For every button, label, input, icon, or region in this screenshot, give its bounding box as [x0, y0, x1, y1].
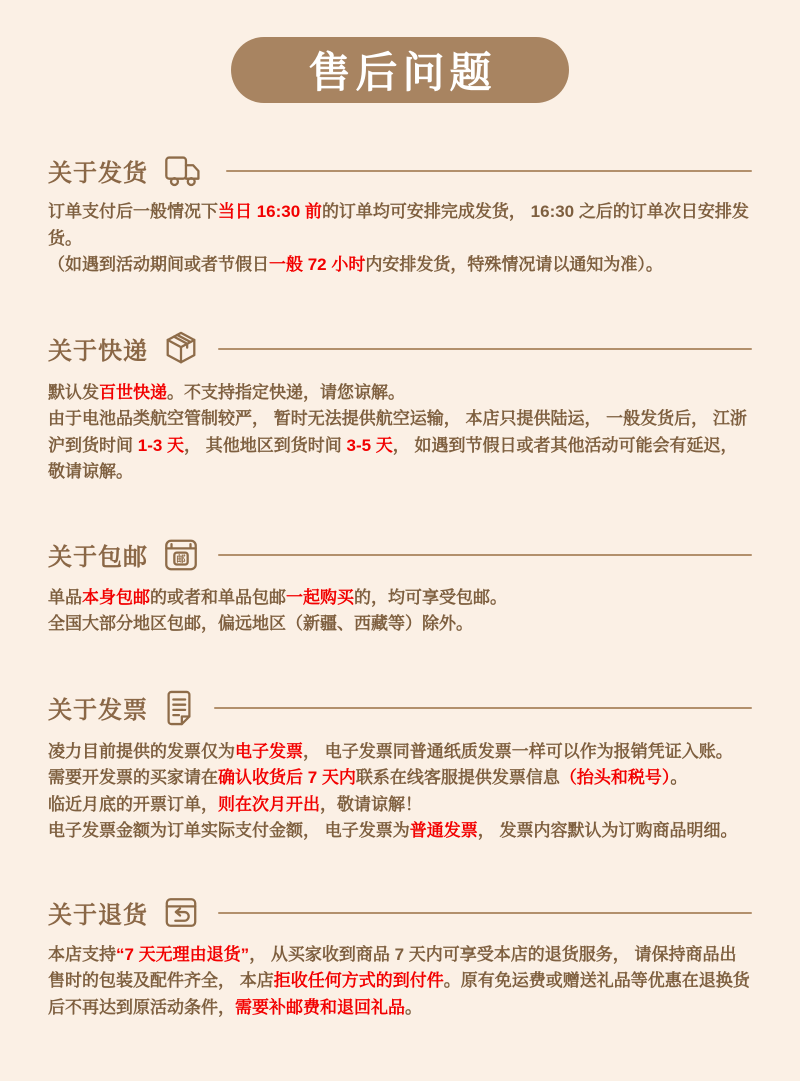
paragraph: 默认发百世快递。不支持指定快递，请您谅解。	[48, 382, 405, 402]
section-returns-body	[48, 942, 752, 1022]
section-returns	[48, 895, 752, 1022]
mail-parcel-icon	[162, 536, 200, 574]
paragraph: 需要开发票的买家请在确认收货后 7 天内联系在线客服提供发票信息（抬头和税号）。	[48, 768, 688, 787]
paragraph: 临近月底的开票订单，则在次月开出，敬请谅解！	[48, 794, 422, 814]
paragraph: 单品本身包邮的或者和单品包邮一起购买的，均可享受包邮。	[48, 587, 507, 607]
section-invoice-body	[48, 739, 752, 845]
package-box-icon	[162, 329, 200, 369]
divider-line	[226, 170, 752, 172]
section-returns-header	[48, 895, 752, 931]
paragraph: 电子发票金额为订单实际支付金额， 电子发票为普通发票， 发票内容默认为订购商品明细。	[48, 821, 738, 840]
section-title: 关于发票	[48, 697, 148, 724]
section-shipping-header	[48, 153, 752, 188]
section-shipping-body	[48, 199, 752, 279]
invoice-document-icon	[162, 688, 196, 728]
paragraph: 订单支付后一般情况下当日 16:30 前的订单均可安排完成发货， 16:30 之后的订单次日安排发货。	[48, 202, 749, 248]
section-title: 关于快递	[48, 338, 148, 365]
return-box-icon	[162, 895, 200, 931]
section-invoice-header	[48, 688, 752, 728]
section-courier-body	[48, 380, 752, 486]
section-title: 关于包邮	[48, 544, 148, 571]
section-invoice	[48, 688, 752, 845]
divider-line	[214, 707, 752, 709]
section-courier	[48, 329, 752, 486]
paragraph: 本店支持“7 天无理由退货”， 从买家收到商品 7 天内可享受本店的退货服务， 请保持商品出售时的包装及配件齐全， 本店拒收任何方式的到付件。原有免运费或赠送礼品等优惠在退换货后不再达到原活动条件，需要补邮费和退回礼品。	[48, 944, 750, 1017]
divider-line	[218, 554, 752, 556]
paragraph: （如遇到活动期间或者节假日一般 72 小时内安排发货，特殊情况请以通知为准）。	[48, 255, 663, 274]
page-title: 售后问题	[308, 49, 497, 96]
divider-line	[218, 912, 752, 914]
truck-icon	[162, 154, 208, 188]
divider-line	[218, 348, 752, 350]
section-free-shipping	[48, 536, 752, 638]
section-free-shipping-header	[48, 536, 752, 574]
svg-text:邮: 邮	[176, 553, 186, 564]
paragraph: 全国大部分地区包邮，偏远地区（新疆、西藏等）除外。	[48, 614, 473, 633]
section-shipping	[48, 153, 752, 279]
page-title-banner	[231, 37, 569, 103]
section-courier-header	[48, 329, 752, 369]
section-title: 关于发货	[48, 160, 148, 187]
section-title: 关于退货	[48, 902, 148, 929]
paragraph: 由于电池品类航空管制较严， 暂时无法提供航空运输， 本店只提供陆运， 一般发货后， 江浙沪到货时间 1-3 天， 其他地区到货时间 3-5 天， 如遇到节假日或者其他活动可能会有延迟，敬请谅解。	[48, 409, 747, 481]
paragraph: 凌力目前提供的发票仅为电子发票， 电子发票同普通纸质发票一样可以作为报销凭证入账。	[48, 741, 733, 761]
section-free-shipping-body	[48, 585, 752, 638]
